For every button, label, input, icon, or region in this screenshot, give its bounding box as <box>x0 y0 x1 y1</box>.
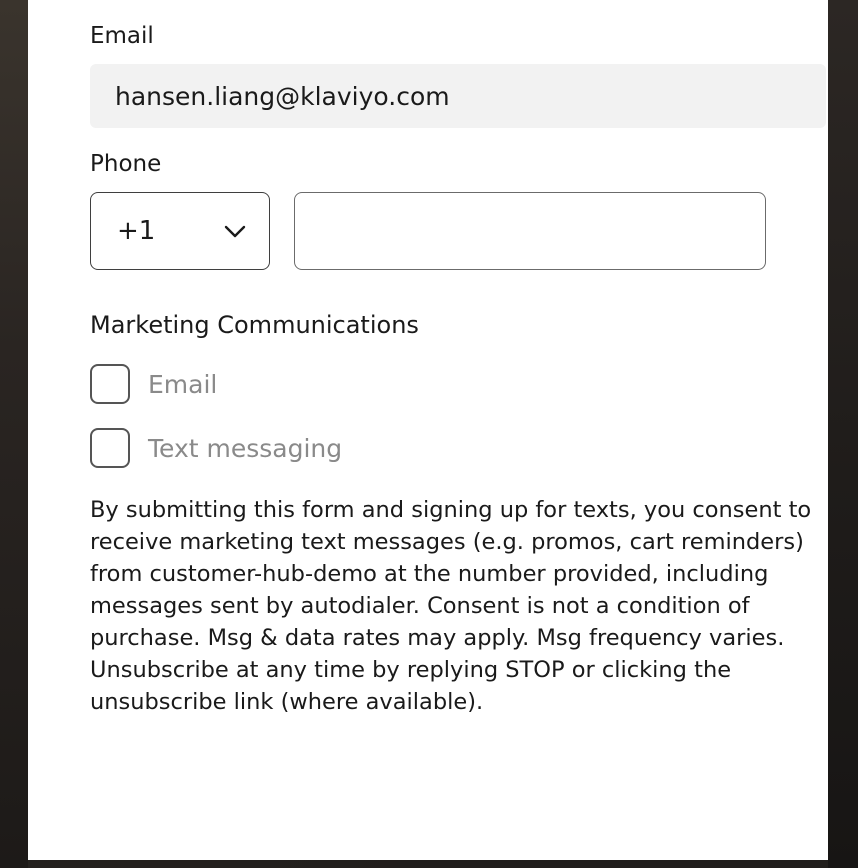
phone-number-input[interactable] <box>294 192 766 270</box>
marketing-communications-title: Marketing Communications <box>90 311 419 339</box>
chevron-down-icon <box>221 217 249 245</box>
profile-form-modal <box>28 0 828 860</box>
email-field[interactable] <box>90 64 826 128</box>
backdrop-right-edge <box>828 0 858 868</box>
form-body <box>28 0 828 718</box>
phone-row <box>90 192 766 270</box>
country-code-select[interactable] <box>90 192 270 270</box>
phone-label: Phone <box>90 151 162 177</box>
email-consent-label: Email <box>148 369 218 399</box>
email-label: Email <box>90 23 154 49</box>
sms-consent-checkbox[interactable] <box>90 428 130 468</box>
sms-consent-label: Text messaging <box>148 433 343 463</box>
email-consent-checkbox[interactable] <box>90 364 130 404</box>
marketing-option-text-messaging[interactable] <box>90 428 766 468</box>
backdrop-left-edge <box>0 0 28 868</box>
sms-consent-disclaimer: By submitting this form and signing up for texts, you consent to receive marketing text messages (e.g. promos, cart reminders) from customer-hub-demo at the number provided, including messages sent by autodialer. Consent is not a condition of purchase. Msg & data rates may apply. Msg frequency varies. Unsubscribe at any time by replying STOP or clicking the unsubscribe link (where available). <box>90 497 812 715</box>
email-value: hansen.liang@klaviyo.com <box>115 81 450 111</box>
marketing-option-email[interactable] <box>90 364 766 404</box>
country-code-value: +1 <box>117 216 156 246</box>
